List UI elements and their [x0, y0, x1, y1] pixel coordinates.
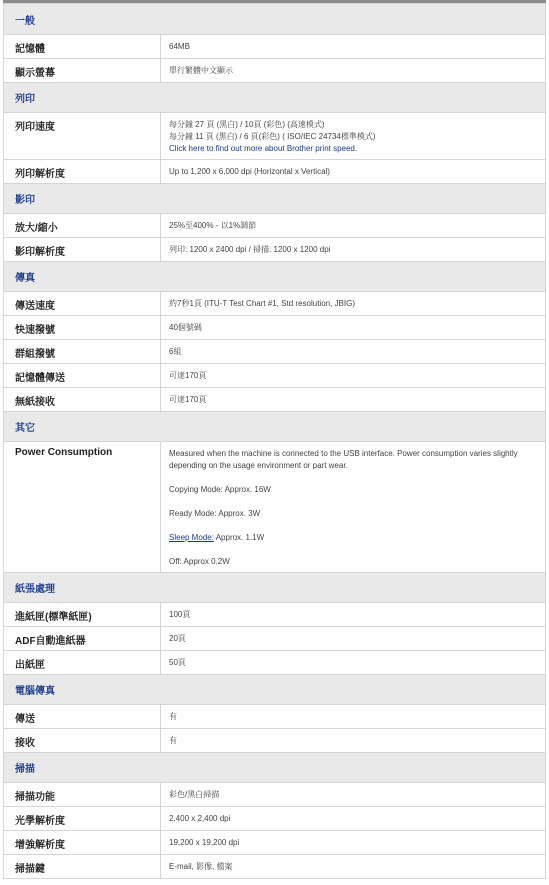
- spec-row: [4, 854, 545, 878]
- spec-label: 群組撥號: [4, 340, 161, 363]
- spec-row: [4, 159, 545, 183]
- spec-row: [4, 213, 545, 237]
- sleep-mode-link[interactable]: Sleep Mode:: [169, 533, 214, 542]
- spec-label: 列印速度: [4, 113, 161, 159]
- spec-label: 影印解析度: [4, 238, 161, 261]
- spec-row: [4, 782, 545, 806]
- spec-value: [161, 364, 545, 387]
- section-header: 電腦傳真: [4, 674, 545, 704]
- spec-row: [4, 602, 545, 626]
- spec-label: 列印解析度: [4, 160, 161, 183]
- spec-row: [4, 363, 545, 387]
- spec-value: [161, 831, 545, 854]
- spec-row: [4, 58, 545, 82]
- value-line: 可達170頁: [169, 371, 207, 380]
- spec-value: [161, 113, 545, 159]
- value-line: 有: [169, 712, 177, 721]
- spec-value: [161, 442, 545, 572]
- spec-value: [161, 214, 545, 237]
- value-line: 單行繁體中文顯示: [169, 66, 233, 75]
- spec-value: [161, 35, 545, 58]
- power-sleep: [169, 532, 539, 544]
- spec-row: [4, 315, 545, 339]
- section-header: 一般: [4, 3, 545, 34]
- section-header: 影印: [4, 183, 545, 213]
- value-line: 可達170頁: [169, 395, 207, 404]
- spec-value: [161, 292, 545, 315]
- value-line: 每分鐘 11 頁 (黑白) / 6 頁(彩色) ( ISO/IEC 24734標準模式): [169, 132, 376, 141]
- spec-row: [4, 626, 545, 650]
- spec-label: 出紙匣: [4, 651, 161, 674]
- spec-label: ADF自動進紙器: [4, 627, 161, 650]
- value-line: Up to 1,200 x 6,000 dpi (Horizontal x Vertical): [169, 167, 330, 176]
- spec-value: [161, 316, 545, 339]
- spec-value: [161, 783, 545, 806]
- spec-value: [161, 340, 545, 363]
- spec-value: [161, 59, 545, 82]
- spec-row: [4, 728, 545, 752]
- spec-label: 快速撥號: [4, 316, 161, 339]
- spec-row: [4, 830, 545, 854]
- value-line: 每分鐘 27 頁 (黑白) / 10頁 (彩色) (高速模式): [169, 120, 325, 129]
- spec-row: [4, 291, 545, 315]
- spec-row: [4, 650, 545, 674]
- spec-label: 記憶體傳送: [4, 364, 161, 387]
- value-line: 約7秒1頁 (ITU-T Test Chart #1, Std resolution, JBIG): [169, 299, 355, 308]
- spec-row: [4, 339, 545, 363]
- spec-label: 接收: [4, 729, 161, 752]
- section-header: 掃描: [4, 752, 545, 782]
- spec-value: [161, 603, 545, 626]
- spec-label: 掃描鍵: [4, 855, 161, 878]
- spec-row: [4, 704, 545, 728]
- spec-label: 掃描功能: [4, 783, 161, 806]
- spec-label: 光學解析度: [4, 807, 161, 830]
- value-line: 64MB: [169, 42, 190, 51]
- print-speed-link[interactable]: Click here to find out more about Brother print speed.: [169, 144, 358, 153]
- section-header: 列印: [4, 82, 545, 112]
- spec-label: 放大/縮小: [4, 214, 161, 237]
- spec-label: 增強解析度: [4, 831, 161, 854]
- spec-value: [161, 160, 545, 183]
- spec-value: [161, 729, 545, 752]
- value-line: 6組: [169, 347, 182, 356]
- spec-label: 記憶體: [4, 35, 161, 58]
- spec-row: [4, 112, 545, 159]
- spec-label: 傳送: [4, 705, 161, 728]
- spec-label: 顯示螢幕: [4, 59, 161, 82]
- power-ready: Ready Mode: Approx. 3W: [169, 509, 261, 518]
- section-header: 其它: [4, 411, 545, 441]
- spec-value: [161, 238, 545, 261]
- value-line: 列印: 1200 x 2400 dpi / 掃描: 1200 x 1200 dpi: [169, 245, 331, 254]
- power-intro: Measured when the machine is connected to the USB interface. Power consumption varies slightly depending on the usage environment or part wear.: [169, 449, 518, 470]
- spec-row: [4, 387, 545, 411]
- spec-row: [4, 441, 545, 572]
- spec-value: [161, 855, 545, 878]
- spec-row: [4, 806, 545, 830]
- spec-table: [3, 3, 546, 879]
- sleep-mode-value: Approx. 1.1W: [213, 533, 265, 542]
- spec-row: [4, 237, 545, 261]
- spec-label: Power Consumption: [4, 442, 161, 572]
- section-header: 傳真: [4, 261, 545, 291]
- spec-value: [161, 651, 545, 674]
- spec-label: 無紙接收: [4, 388, 161, 411]
- value-line: 25%至400% - 以1%調節: [169, 221, 257, 230]
- spec-row: [4, 34, 545, 58]
- value-line: 2,400 x 2,400 dpi: [169, 814, 231, 823]
- spec-label: 傳送速度: [4, 292, 161, 315]
- value-line: 20頁: [169, 634, 186, 643]
- spec-value: [161, 807, 545, 830]
- value-line: 40個號碼: [169, 323, 202, 332]
- section-header: 紙張處理: [4, 572, 545, 602]
- value-line: 100頁: [169, 610, 191, 619]
- value-line: 有: [169, 736, 177, 745]
- value-line: E-mail, 影像, 檔案: [169, 862, 233, 871]
- value-line: 彩色/黑白掃描: [169, 790, 220, 799]
- value-line: 50頁: [169, 658, 186, 667]
- power-copying: Copying Mode: Approx. 16W: [169, 485, 271, 494]
- value-line: 19,200 x 19,200 dpi: [169, 838, 240, 847]
- spec-value: [161, 705, 545, 728]
- power-off: Off: Approx 0.2W: [169, 557, 230, 566]
- spec-value: [161, 388, 545, 411]
- spec-value: [161, 627, 545, 650]
- spec-label: 進紙匣(標準紙匣): [4, 603, 161, 626]
